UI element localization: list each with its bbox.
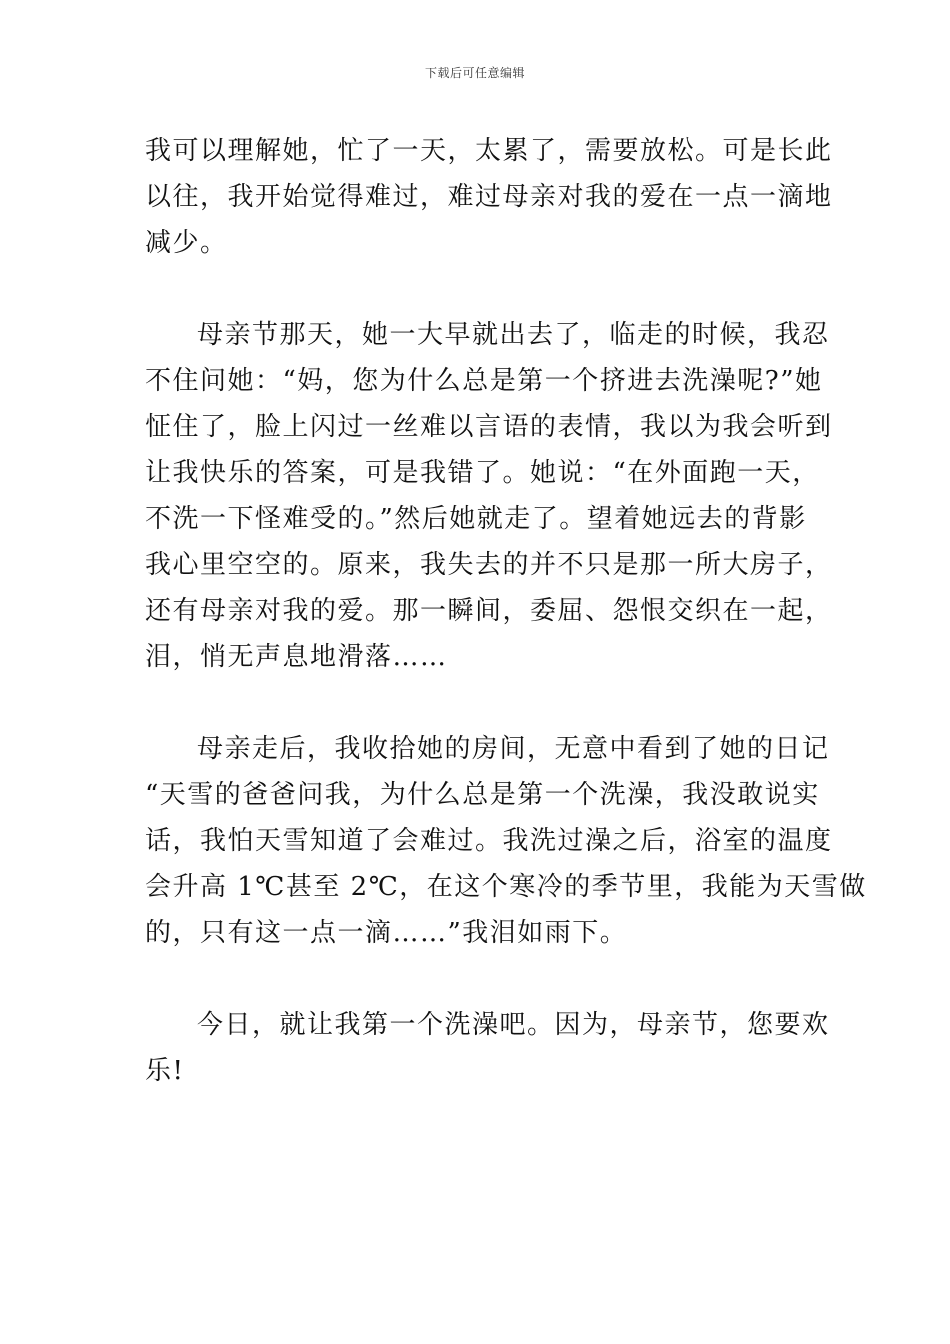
paragraph-line: 乐! [145, 1056, 185, 1086]
paragraph-line: 话，我怕天雪知道了会难过。我洗过澡之后，浴室的温度 [145, 826, 833, 856]
paragraph-3 [145, 726, 867, 956]
paragraph-gap [145, 680, 810, 726]
paragraph-line: 会升高 1℃甚至 2℃，在这个寒冷的季节里，我能为天雪做 [145, 872, 867, 902]
paragraph-line: 以往，我开始觉得难过，难过母亲对我的爱在一点一滴地 [145, 182, 833, 212]
paragraph-line: 我可以理解她，忙了一天，太累了，需要放松。可是长此 [145, 136, 833, 166]
paragraph-2 [145, 312, 833, 680]
paragraph-line: 母亲走后，我收拾她的房间，无意中看到了她的日记 [197, 734, 830, 764]
paragraph-line: 泪，悄无声息地滑落…… [145, 642, 448, 672]
paragraph-gap [145, 266, 810, 312]
paragraph-line: 减少。 [145, 228, 228, 258]
paragraph-1 [145, 128, 833, 266]
paragraph-line: 的，只有这一点一滴……”我泪如雨下。 [145, 918, 628, 948]
paragraph-line: 不住问她：“妈，您为什么总是第一个挤进去洗澡呢?”她 [145, 366, 823, 396]
paragraph-line: 母亲节那天，她一大早就出去了，临走的时候，我忍 [197, 320, 830, 350]
paragraph-gap [145, 956, 810, 1002]
paragraph-line: 怔住了，脸上闪过一丝难以言语的表情，我以为我会听到 [145, 412, 833, 442]
paragraph-line: 还有母亲对我的爱。那一瞬间，委屈、怨恨交织在一起， [145, 596, 833, 626]
paragraph-line: 让我快乐的答案，可是我错了。她说：“在外面跑一天， [145, 458, 820, 488]
paragraph-line: “天雪的爸爸问我，为什么总是第一个洗澡，我没敢说实 [145, 780, 820, 810]
paragraph-line: 我心里空空的。原来，我失去的并不只是那一所大房子， [145, 550, 833, 580]
page-header-note: 下载后可任意编辑 [424, 66, 525, 80]
paragraph-line: 今日，就让我第一个洗澡吧。因为，母亲节，您要欢 [197, 1010, 830, 1040]
paragraph-line: 不洗一下怪难受的。”然后她就走了。望着她远去的背影 [145, 504, 807, 534]
document-body [145, 128, 867, 1094]
paragraph-4 [145, 1002, 830, 1094]
